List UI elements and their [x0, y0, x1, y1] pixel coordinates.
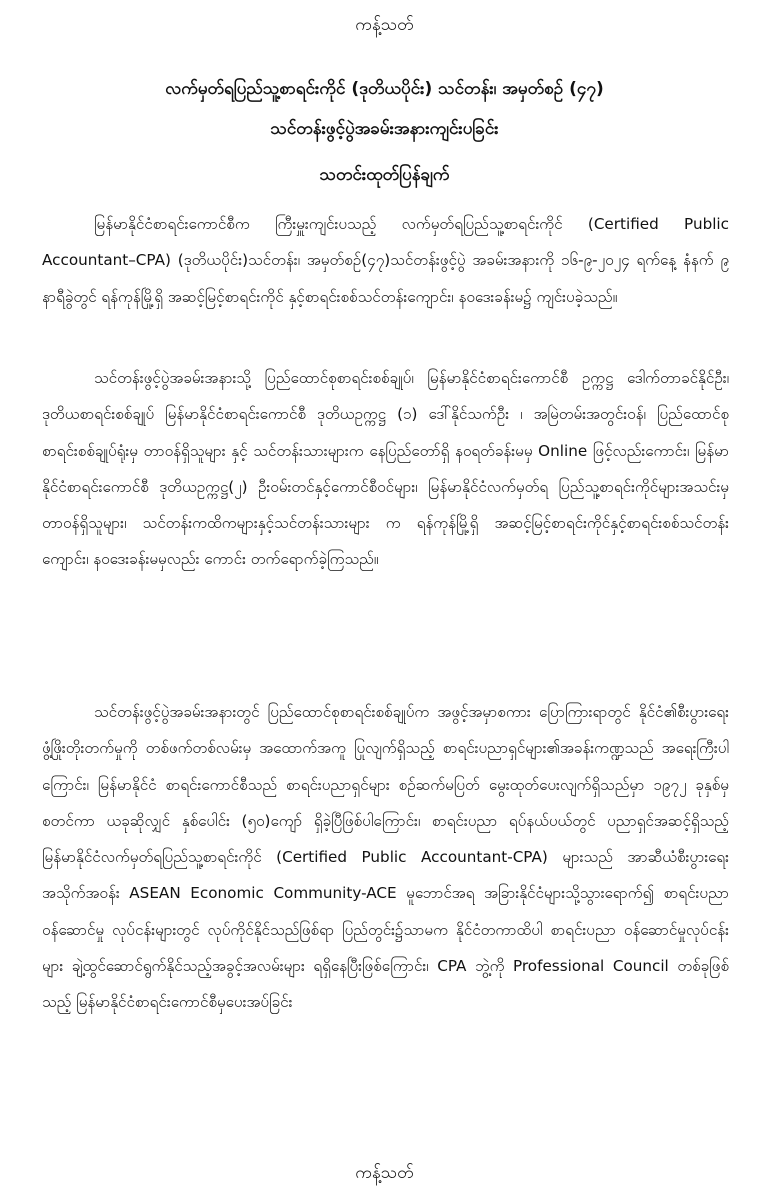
restricted-marking-top: ကန့်သတ် [355, 15, 414, 35]
document-subtitle: သင်တန်းဖွင့်ပွဲအခမ်းအနားကျင်းပခြင်း [270, 119, 499, 139]
body-paragraph-2: သင်တန်းဖွင့်ပွဲအခမ်းအနားသို့ ပြည်ထောင်စုစာရင်းစစ်ချုပ်၊ မြန်မာနိုင်ငံစာရင်းကောင်စီ ဥက္ကဋ္ဌ ဒေါက်တာခင်နိုင်ဦး၊ ဒုတိယစာရင်းစစ်ချုပ် မြန်မာနိုင်ငံစာရင်းကောင်စီ ဒုတိယဥက္ကဋ္ဌ (၁) ဒေါ်နိုင်သက်ဦး ၊ အမြဲတမ်းအတွင်းဝန်၊ ပြည်ထောင်စုစာရင်းစစ်ချုပ်ရုံးမှ တာဝန်ရှိသူများ နှင့် သင်တန်းသားများက နေပြည်တော်ရှိ နဝရတ်ခန်းမမှ Online ဖြင့်လည်းကောင်း၊ မြန်မာ နိုင်ငံစာရင်းကောင်စီ ဒုတိယဥက္ကဋ္ဌ(၂) ဦးဝမ်းတင်နှင့်ကောင်စီဝင်များ၊ မြန်မာနိုင်ငံလက်မှတ်ရ ပြည်သူ့စာရင်းကိုင်များအသင်းမှ တာဝန်ရှိသူများ၊ သင်တန်းကထိကများနှင့်သင်တန်းသားများ က ရန်ကုန်မြို့ရှိ အဆင့်မြင့်စာရင်းကိုင်နှင့်စာရင်းစစ်သင်တန်းကျောင်း၊ နဝဒေးခန်းမမှလည်း ကောင်း တက်ရောက်ခဲ့ကြသည်။ [42, 369, 729, 569]
document-title: လက်မှတ်ရပြည်သူ့စာရင်းကိုင် (ဒုတိယပိုင်း) သင်တန်း၊ အမှတ်စဉ် (၄၇) [165, 79, 604, 99]
body-paragraph-1: မြန်မာနိုင်ငံစာရင်းကောင်စီက ကြီးမှူးကျင်းပသည့် လက်မှတ်ရပြည်သူ့စာရင်းကိုင် (Certified Public Accountant–CPA) (ဒုတိယပိုင်း)သင်တန်း၊ အမှတ်စဉ်(၄၇)သင်တန်းဖွင့်ပွဲ အခမ်းအနားကို ၁၆-၉-၂၀၂၄ ရက်နေ့ နံနက် ၉ နာရီခွဲတွင် ရန်ကုန်မြို့ရှိ အဆင့်မြင့်စာရင်းကိုင် နှင့်စာရင်းစစ်သင်တန်းကျောင်း၊ နဝဒေးခန်းမ၌ ကျင်းပခဲ့သည်။ [42, 215, 729, 306]
restricted-marking-bottom: ကန့်သတ် [355, 1163, 414, 1183]
press-release-heading: သတင်းထုတ်ပြန်ချက် [319, 165, 450, 185]
body-paragraph-3: သင်တန်းဖွင့်ပွဲအခမ်းအနားတွင် ပြည်ထောင်စုစာရင်းစစ်ချုပ်က အဖွင့်အမှာစကား ပြောကြားရာတွင် နိုင်ငံ၏စီးပွားရေးဖွံ့ဖြိုးတိုးတက်မှုကို တစ်ဖက်တစ်လမ်းမှ အထောက်အကူ ပြုလျက်ရှိသည့် စာရင်းပညာရှင်များ၏အခန်းကဏ္ဍသည် အရေးကြီးပါကြောင်း၊ မြန်မာနိုင်ငံ စာရင်းကောင်စီသည် စာရင်းပညာရှင်များ စဉ်ဆက်မပြတ် မွေးထုတ်ပေးလျက်ရှိသည်မှာ ၁၉၇၂ ခုနှစ်မှစတင်ကာ ယခုဆိုလျှင် နှစ်ပေါင်း (၅၀)ကျော် ရှိခဲ့ပြီဖြစ်ပါကြောင်း၊ စာရင်းပညာ ရပ်နယ်ပယ်တွင် ပညာရှင်အဆင့်ရှိသည့် မြန်မာနိုင်ငံလက်မှတ်ရပြည်သူ့စာရင်းကိုင် (Certified Public Accountant-CPA) များသည် အာဆီယံစီးပွားရေးအသိုက်အဝန်း ASEAN Economic Community-ACE မူဘောင်အရ အခြားနိုင်ငံများသို့သွားရောက်၍ စာရင်းပညာဝန်ဆောင်မှု လုပ်ငန်းများတွင် လုပ်ကိုင်နိုင်သည်ဖြစ်ရာ ပြည်တွင်း၌သာမက နိုင်ငံတကာထိပါ စာရင်းပညာ ဝန်ဆောင်မှုလုပ်ငန်းများ ချဲ့ထွင်ဆောင်ရွက်နိုင်သည့်အခွင့်အလမ်းများ ရရှိနေပြီးဖြစ်ကြောင်း၊ CPA ဘွဲ့ကို Professional Council တစ်ခုဖြစ်သည့် မြန်မာနိုင်ငံစာရင်းကောင်စီမှပေးအပ်ခြင်း [42, 703, 729, 1012]
